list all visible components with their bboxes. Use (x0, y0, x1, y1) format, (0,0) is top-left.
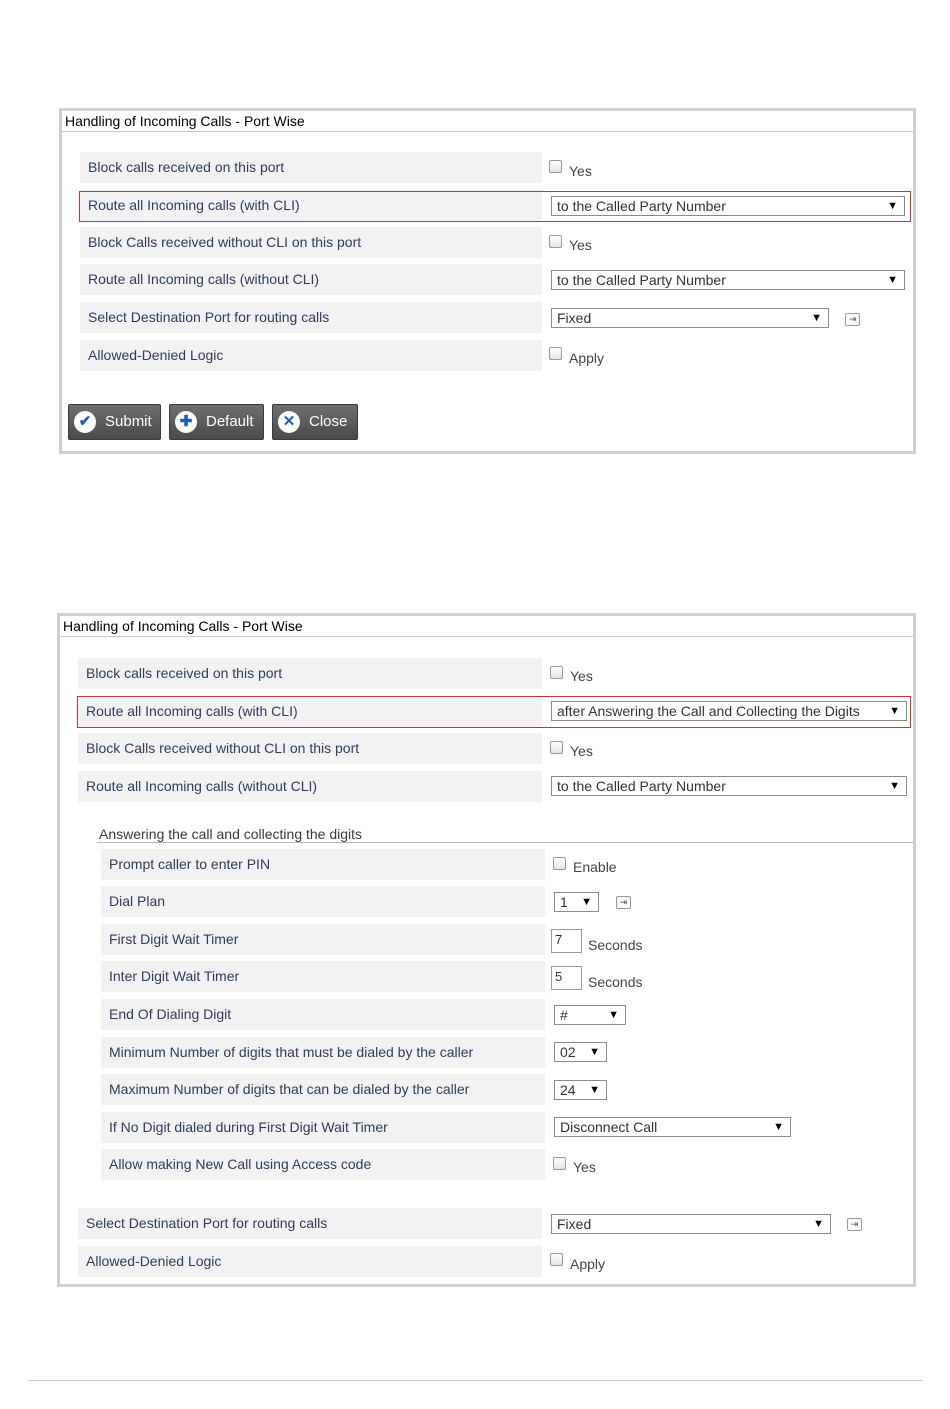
section-title: Answering the call and collecting the digits (99, 826, 363, 842)
block-calls-checkbox[interactable] (549, 160, 562, 173)
route-without-cli-select-value: to the Called Party Number (557, 272, 726, 288)
route-with-cli-select-value-2: after Answering the Call and Collecting the Digits (557, 703, 860, 719)
row-label-prompt-pin: Prompt caller to enter PIN (101, 849, 545, 880)
route-without-cli-select-2[interactable] (551, 776, 907, 796)
row-label-end-digit: End Of Dialing Digit (101, 999, 545, 1030)
allowed-denied-checkbox-2[interactable] (550, 1253, 563, 1266)
access-code-checkbox-label: Yes (573, 1159, 596, 1175)
row-label-destination-port: Select Destination Port for routing calls (80, 302, 542, 333)
route-with-cli-select-2[interactable] (551, 701, 907, 721)
row-label-route-without-cli-2: Route all Incoming calls (without CLI) (78, 771, 542, 802)
chevron-down-icon: ▼ (581, 896, 592, 908)
row-label-route-with-cli: Route all Incoming calls (with CLI) (80, 190, 542, 221)
chevron-down-icon: ▼ (608, 1009, 619, 1021)
block-calls-checkbox-2[interactable] (550, 666, 563, 679)
destination-port-select-2[interactable] (551, 1214, 831, 1234)
no-digit-select[interactable] (554, 1117, 791, 1137)
first-digit-timer-input[interactable]: 7 (551, 929, 582, 953)
prompt-pin-checkbox[interactable] (553, 857, 566, 870)
default-button-label: Default (206, 413, 254, 430)
block-without-cli-checkbox-label-2: Yes (570, 743, 593, 759)
max-digits-select[interactable] (554, 1080, 607, 1100)
prompt-pin-checkbox-label: Enable (573, 859, 617, 875)
row-label-destination-port-2: Select Destination Port for routing calls (78, 1208, 542, 1239)
row-label-block-calls: Block calls received on this port (80, 152, 542, 183)
first-digit-timer-unit: Seconds (588, 937, 643, 953)
row-label-dial-plan: Dial Plan (101, 886, 545, 917)
dial-plan-select[interactable] (554, 892, 599, 912)
inter-digit-timer-unit: Seconds (588, 974, 643, 990)
max-digits-select-value: 24 (560, 1082, 576, 1098)
submit-button-label: Submit (105, 413, 152, 430)
check-icon: ✔ (74, 411, 96, 433)
submit-button[interactable] (68, 404, 161, 440)
go-icon[interactable]: ⇥ (616, 896, 631, 909)
row-label-no-digit: If No Digit dialed during First Digit Wait Timer (101, 1112, 545, 1143)
close-button-label: Close (309, 413, 348, 430)
route-with-cli-select[interactable] (551, 196, 905, 216)
row-label-block-without-cli-2: Block Calls received without CLI on this port (78, 733, 542, 764)
chevron-down-icon: ▼ (589, 1046, 600, 1058)
row-label-first-digit-timer: First Digit Wait Timer (101, 924, 545, 955)
default-icon: ✚ (175, 411, 197, 433)
end-digit-select[interactable] (554, 1005, 626, 1025)
allowed-denied-checkbox[interactable] (549, 347, 562, 360)
inter-digit-timer-input[interactable]: 5 (551, 966, 582, 990)
close-icon: ✕ (278, 411, 300, 433)
panel-2-title: Handling of Incoming Calls - Port Wise (60, 616, 913, 637)
block-without-cli-checkbox-label: Yes (569, 237, 592, 253)
row-label-allowed-denied-2: Allowed-Denied Logic (78, 1246, 542, 1277)
row-label-route-without-cli: Route all Incoming calls (without CLI) (80, 264, 542, 295)
destination-port-select-value: Fixed (557, 310, 592, 326)
chevron-down-icon: ▼ (813, 1218, 824, 1230)
section-divider (97, 842, 913, 843)
row-label-allowed-denied: Allowed-Denied Logic (80, 340, 542, 371)
route-without-cli-select[interactable] (551, 270, 905, 290)
row-label-inter-digit-timer: Inter Digit Wait Timer (101, 961, 545, 992)
min-digits-select[interactable] (554, 1042, 607, 1062)
allowed-denied-checkbox-label-2: Apply (570, 1256, 606, 1272)
go-icon[interactable]: ⇥ (847, 1218, 862, 1231)
row-label-block-without-cli: Block Calls received without CLI on this port (80, 227, 542, 258)
block-calls-checkbox-label-2: Yes (570, 668, 593, 684)
allowed-denied-checkbox-label: Apply (569, 350, 605, 366)
chevron-down-icon: ▼ (773, 1121, 784, 1133)
page-footer-divider (28, 1380, 922, 1381)
destination-port-select[interactable] (551, 308, 829, 328)
access-code-checkbox[interactable] (553, 1157, 566, 1170)
row-label-max-digits: Maximum Number of digits that can be dialed by the caller (101, 1074, 545, 1105)
no-digit-select-value: Disconnect Call (560, 1119, 658, 1135)
default-button[interactable] (169, 404, 264, 440)
chevron-down-icon: ▼ (589, 1084, 600, 1096)
chevron-down-icon: ▼ (887, 274, 898, 286)
end-digit-select-value: # (560, 1007, 568, 1023)
block-without-cli-checkbox[interactable] (549, 235, 562, 248)
panel-1-title: Handling of Incoming Calls - Port Wise (62, 111, 913, 132)
min-digits-select-value: 02 (560, 1044, 576, 1060)
row-label-min-digits: Minimum Number of digits that must be dialed by the caller (101, 1037, 545, 1068)
route-with-cli-select-value: to the Called Party Number (557, 198, 726, 214)
close-button[interactable] (272, 404, 358, 440)
chevron-down-icon: ▼ (889, 780, 900, 792)
dial-plan-select-value: 1 (560, 894, 568, 910)
row-label-block-calls-2: Block calls received on this port (78, 658, 542, 689)
chevron-down-icon: ▼ (889, 705, 900, 717)
destination-port-select-value-2: Fixed (557, 1216, 592, 1232)
route-without-cli-select-value-2: to the Called Party Number (557, 778, 726, 794)
row-label-route-with-cli-2: Route all Incoming calls (with CLI) (78, 696, 542, 727)
block-without-cli-checkbox-2[interactable] (550, 741, 563, 754)
go-icon[interactable]: ⇥ (845, 313, 860, 326)
block-calls-checkbox-label: Yes (569, 163, 592, 179)
row-label-access-code: Allow making New Call using Access code (101, 1149, 545, 1180)
chevron-down-icon: ▼ (811, 312, 822, 324)
chevron-down-icon: ▼ (887, 200, 898, 212)
